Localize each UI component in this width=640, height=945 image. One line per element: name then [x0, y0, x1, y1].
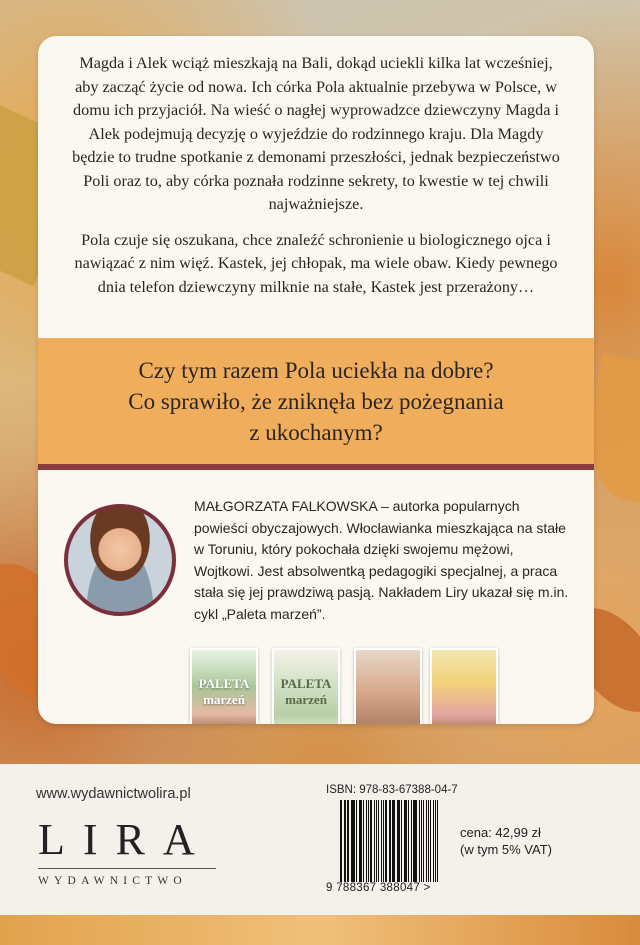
- barcode-bar: [381, 800, 383, 882]
- book-blurb: [38, 36, 594, 299]
- isbn-barcode: [340, 800, 440, 882]
- barcode-bar: [378, 800, 379, 882]
- question-band: [38, 338, 594, 470]
- barcode-bar: [390, 800, 391, 882]
- question-line-1: Czy tym razem Pola uciekła na dobre?: [138, 357, 494, 383]
- barcode-bar: [437, 800, 438, 882]
- price-line: cena: 42,99 zł: [460, 825, 541, 840]
- barcode-digits: 9 788367 388047 >: [326, 882, 431, 894]
- blurb-paragraph-1: Magda i Alek wciąż mieszkają na Bali, dokąd uciekli kilka lat wcześniej, aby zacząć życie od nowa. Ich córka Pola aktualnie przebywa w Polsce, w domu ich przyjaciół. Na wieść o nagłej wyprowadzce dziewczyny Magda i Alek podejmują decyzję o wyjeździe do rodzinnego kraju. Dla Magdy będzie to trudne spotkanie z demonami przeszłości, jednak bezpieczeństwo Poli oraz to, aby córka poznała rodzinne sekrety, to kwestie w tej chwili najważniejsze.: [72, 54, 560, 213]
- question-line-2: Co sprawiło, że zniknęła bez pożegnania: [128, 388, 504, 414]
- barcode-bar: [414, 800, 416, 882]
- publisher-url[interactable]: www.wydawnictwolira.pl: [36, 786, 191, 802]
- book-cover-1: [190, 648, 258, 724]
- price-info: [460, 824, 552, 858]
- book-cover-title: PALETA marzeń: [280, 676, 332, 707]
- barcode-bar: [419, 800, 420, 882]
- barcode-bar: [344, 800, 345, 882]
- author-photo: [64, 504, 176, 616]
- barcode-bar: [376, 800, 377, 882]
- barcode-bar: [426, 800, 427, 882]
- book-cover-title: PALETA marzeń: [198, 676, 250, 707]
- barcode-bar: [428, 800, 430, 882]
- publisher-logo-sub: WYDAWNICTWO: [38, 875, 187, 887]
- isbn-label: ISBN: 978-83-67388-04-7: [326, 784, 458, 796]
- barcode-bar: [360, 800, 362, 882]
- barcode-bar: [389, 800, 390, 882]
- barcode-bar: [356, 800, 357, 882]
- barcode-bar: [351, 800, 352, 882]
- book-series-covers: [190, 648, 510, 724]
- publisher-footer: [0, 764, 640, 915]
- barcode-bar: [398, 800, 400, 882]
- barcode-bar: [423, 800, 424, 882]
- barcode-bar: [401, 800, 402, 882]
- barcode-bar: [408, 800, 409, 882]
- logo-divider: [38, 868, 216, 869]
- barcode-bar: [374, 800, 375, 882]
- vat-line: (w tym 5% VAT): [460, 842, 552, 857]
- barcode-bar: [363, 800, 364, 882]
- barcode-bar: [421, 800, 423, 882]
- question-line-3: z ukochanym?: [249, 419, 383, 445]
- book-cover-4: [430, 648, 498, 724]
- barcode-bar: [340, 800, 342, 882]
- barcode-bar: [392, 800, 394, 882]
- barcode-bar: [413, 800, 414, 882]
- barcode-bar: [385, 800, 387, 882]
- back-cover-card: [38, 36, 594, 724]
- bottom-leaf-strip: [0, 915, 640, 945]
- author-bio: MAŁGORZATA FALKOWSKA – autorka popularnych powieści obyczajowych. Włocławianka mieszkająca na stałe w Toruniu, który pokochała dzięki swojemu mężowi, Wojtkowi. Jest absolwentką pedagogiki specjalnej, a praca stała się jej prawdziwą pasją. Nakładem Liry ukazał się m.in. cykl „Paleta marzeń”.: [194, 498, 569, 622]
- barcode-bar: [405, 800, 407, 882]
- barcode-bar: [404, 800, 405, 882]
- publisher-logo-name: LIRA: [38, 815, 213, 864]
- barcode-bar: [433, 800, 434, 882]
- barcode-bar: [366, 800, 367, 882]
- barcode-bar: [411, 800, 412, 882]
- barcode-bar: [352, 800, 354, 882]
- book-cover-3: [354, 648, 422, 724]
- barcode-bar: [359, 800, 360, 882]
- barcode-bar: [370, 800, 372, 882]
- barcode-bar: [368, 800, 370, 882]
- barcode-bar: [397, 800, 398, 882]
- barcode-bar: [345, 800, 346, 882]
- barcode-bar: [347, 800, 349, 882]
- book-cover-2: [272, 648, 340, 724]
- barcode-bar: [435, 800, 437, 882]
- publisher-logo: [38, 815, 226, 888]
- barcode-bar: [430, 800, 431, 882]
- barcode-bar: [383, 800, 384, 882]
- blurb-paragraph-2: Pola czuje się oszukana, chce znaleźć schronienie u biologicznego ojca i nawiązać z nim więź. Kastek, jej chłopak, ma wiele obaw. Kiedy pewnego dnia telefon dziewczyny milknie na stałe, Kastek jest przerażony…: [74, 230, 558, 296]
